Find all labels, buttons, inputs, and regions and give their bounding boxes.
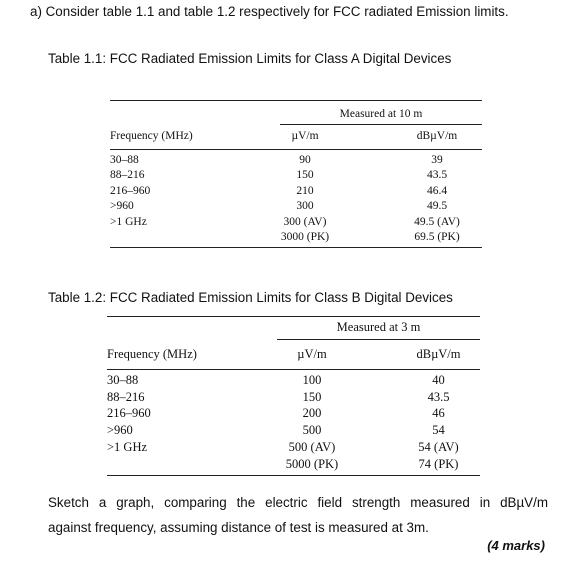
table2-row-uv-value: 500 (AV) (288, 439, 336, 454)
table1-row-frequency: >1 GHz (110, 215, 147, 228)
table2-row-db-value: 54 (432, 423, 445, 438)
table1-col-frequency: Frequency (MHz) (110, 130, 193, 142)
table1-header-rule (110, 149, 482, 150)
table2-row-frequency: 30–88 (107, 373, 139, 387)
table2-group-rule (277, 339, 480, 340)
table2-row-frequency: 88–216 (107, 389, 145, 404)
table1-bottom-rule (110, 247, 482, 248)
marks-label: (4 marks) (487, 538, 545, 553)
table1-row-uv-value: 90 (299, 154, 311, 166)
table2-row-db-value: 74 (PK) (418, 456, 459, 471)
table2-row-uv-value: 500 (302, 423, 322, 438)
table2-row-uv-value: 5000 (PK) (285, 456, 339, 471)
table2-row-frequency: 216–960 (107, 406, 151, 421)
table1-row-db-value: 69.5 (PK) (414, 231, 460, 243)
table1-row-frequency: 30–88 (110, 154, 139, 166)
table2-row-uv-value: 100 (302, 373, 322, 387)
table1-row-uv-value: 210 (296, 184, 314, 197)
table1-row-uv-value: 150 (296, 169, 314, 182)
table1-row-db-value: 43.5 (426, 169, 448, 182)
table1-row-db-value: 46.4 (426, 184, 448, 197)
table2-row-frequency: >1 GHz (107, 439, 148, 454)
table2-col-uv: µV/m (297, 347, 327, 361)
table1-col-uv: µV/m (291, 130, 319, 142)
question-intro: a) Consider table 1.1 and table 1.2 respectively for FCC radiated Emission limits. (30, 4, 509, 19)
table1-row-frequency: >960 (110, 200, 134, 213)
table2-row-db-value: 40 (432, 373, 445, 387)
table1-caption: Table 1.1: FCC Radiated Emission Limits for Class A Digital Devices (48, 51, 452, 66)
table1-row-db-value: 39 (431, 154, 443, 166)
table2-header-rule (107, 369, 480, 370)
table1 (110, 100, 482, 250)
table1-row-db-value: 49.5 (426, 200, 448, 213)
table2-row-db-value: 43.5 (427, 389, 450, 404)
sketch-line-1: Sketch a graph, comparing the electric field strength measured in dBµV/m (48, 495, 548, 510)
table2-top-rule (107, 316, 480, 317)
sketch-line-2: against frequency, assuming distance of test is measured at 3m. (48, 520, 429, 535)
sketch-instruction (48, 490, 548, 540)
table2-col-frequency: Frequency (MHz) (107, 347, 197, 361)
table1-top-rule (110, 100, 482, 101)
table1-row-frequency: 216–960 (110, 184, 151, 197)
table2-row-frequency: >960 (107, 423, 133, 438)
table1-group-rule (280, 124, 482, 125)
table2-bottom-rule (107, 475, 480, 476)
table1-row-uv-value: 300 (AV) (283, 215, 327, 228)
table2 (107, 316, 480, 476)
table1-row-uv-value: 300 (296, 200, 314, 213)
table2-caption: Table 1.2: FCC Radiated Emission Limits for Class B Digital Devices (48, 290, 453, 305)
table2-row-uv-value: 150 (302, 389, 322, 404)
table2-row-uv-value: 200 (302, 406, 322, 421)
table1-row-frequency: 88–216 (110, 169, 145, 182)
table2-row-db-value: 46 (432, 406, 445, 421)
table1-row-db-value: 49.5 (AV) (414, 215, 460, 228)
table1-row-uv-value: 3000 (PK) (280, 231, 330, 243)
table1-col-db: dBµV/m (416, 130, 458, 142)
table2-row-db-value: 54 (AV) (418, 439, 459, 454)
table1-measured-header: Measured at 10 m (339, 108, 423, 120)
table2-measured-header: Measured at 3 m (336, 320, 421, 334)
table2-col-db: dBµV/m (416, 347, 461, 361)
